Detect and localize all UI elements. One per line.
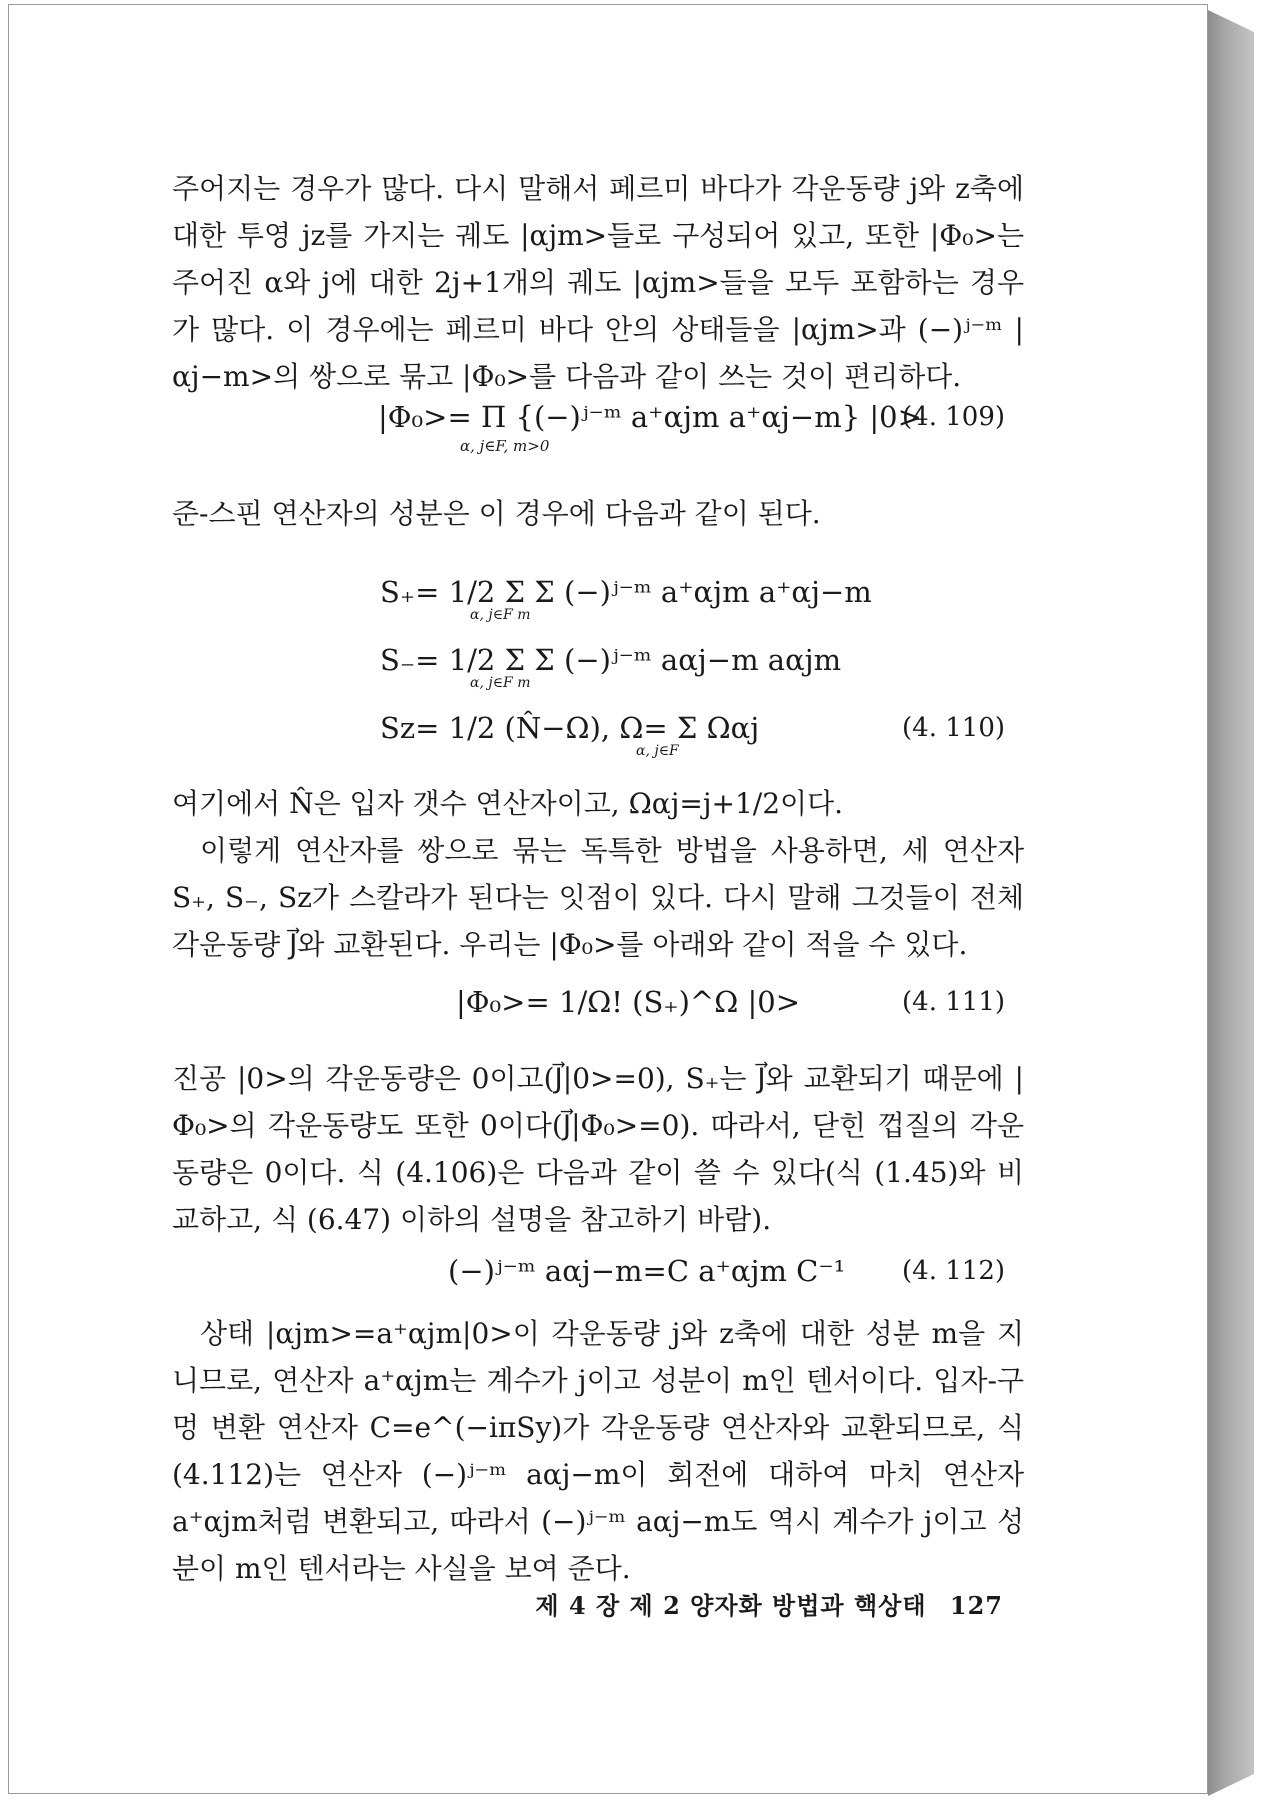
paragraph-4: 이렇게 연산자를 쌍으로 묶는 독특한 방법을 사용하면, 세 연산자 S₊, S₋, Sz가 스칼라가 된다는 잇점이 있다. 다시 말해 그것들이 전체 각운동량 J⃗와 교환된다. 우리는 |Φ₀>를 아래와 같이 적을 수 있다. bbox=[172, 834, 1024, 961]
equation-4-110-s-z: Sz= 1/2 (N̂−Ω), Ω= Σ Ωαj bbox=[380, 711, 760, 745]
equation-4-110-s-plus-subscript: α, j∈F m bbox=[470, 607, 531, 623]
equation-4-109 bbox=[378, 400, 922, 434]
paragraph-6: 상태 |αjm>=a⁺αjm|0>이 각운동량 j와 z축에 대한 성분 m을 지니므로, 연산자 a⁺αjm는 계수가 j이고 성분이 m인 텐서이다. 입자-구멍 변환 연산자 C=e^(−iπSy)가 각운동량 연산자와 교환되므로, 식 (4.112)는 연산자 (−)ʲ⁻ᵐ aαj−m이 회전에 대하여 마치 연산자 a⁺αjm처럼 변환되고, 따라서 (−)ʲ⁻ᵐ aαj−m도 역시 계수가 j이고 성분이 m인 텐서라는 사실을 보여 준다. bbox=[172, 1317, 1024, 1585]
paragraph-2: 준-스핀 연산자의 성분은 이 경우에 다음과 같이 된다. bbox=[172, 497, 821, 530]
equation-4-110-s-plus: S₊= 1/2 Σ Σ (−)ʲ⁻ᵐ a⁺αjm a⁺αj−m bbox=[380, 575, 872, 609]
running-header-chapter: 제 4 장 제 2 양자화 방법과 핵상태 bbox=[535, 1591, 927, 1620]
equation-4-109-subscript: α, j∈F, m>0 bbox=[460, 437, 550, 455]
equation-4-111-number: (4. 111) bbox=[902, 987, 1005, 1017]
equation-4-111: |Φ₀>= 1/Ω! (S₊)^Ω |0> bbox=[456, 985, 801, 1019]
equation-4-112: (−)ʲ⁻ᵐ aαj−m=C a⁺αjm C⁻¹ bbox=[448, 1254, 846, 1288]
page-number: 127 bbox=[949, 1591, 1003, 1620]
equation-4-110-number: (4. 110) bbox=[902, 713, 1005, 743]
paragraph-5: 진공 |0>의 각운동량은 0이고(J⃗|0>=0), S₊는 J⃗와 교환되기 때문에 |Φ₀>의 각운동량도 또한 0이다(J⃗|Φ₀>=0). 따라서, 닫힌 껍질의 각운동량은 0이다. 식 (4.106)은 다음과 같이 쓸 수 있다(식 (1.45)와 비교하고, 식 (6.47) 이하의 설명을 참고하기 바람). bbox=[172, 1062, 1024, 1236]
paragraph-1: 주어지는 경우가 많다. 다시 말해서 페르미 바다가 각운동량 j와 z축에 대한 투영 jz를 가지는 궤도 |αjm>들로 구성되어 있고, 또한 |Φ₀>는 주어진 α와 j에 대한 2j+1개의 궤도 |αjm>들을 모두 포함하는 경우가 많다. 이 경우에는 페르미 바다 안의 상태들을 |αjm>과 (−)ʲ⁻ᵐ |αj−m>의 쌍으로 묶고 |Φ₀>를 다음과 같이 쓰는 것이 편리하다. bbox=[172, 172, 1024, 393]
equation-4-110-s-minus-subscript: α, j∈F m bbox=[470, 675, 531, 691]
equation-4-109-body: |Φ₀>= Π {(−)ʲ⁻ᵐ a⁺αjm a⁺αj−m} |0> bbox=[378, 400, 922, 434]
equation-4-110-s-minus: S₋= 1/2 Σ Σ (−)ʲ⁻ᵐ aαj−m aαjm bbox=[380, 643, 842, 677]
equation-4-110-s-z-subscript: α, j∈F bbox=[636, 743, 679, 759]
equation-4-112-number: (4. 112) bbox=[902, 1256, 1005, 1286]
page-footer bbox=[535, 1586, 1003, 1621]
page-edge-shadow bbox=[1208, 10, 1254, 1796]
equation-4-109-number: (4. 109) bbox=[902, 402, 1005, 432]
paragraph-3: 여기에서 N̂은 입자 갯수 연산자이고, Ωαj=j+1/2이다. bbox=[172, 787, 844, 820]
